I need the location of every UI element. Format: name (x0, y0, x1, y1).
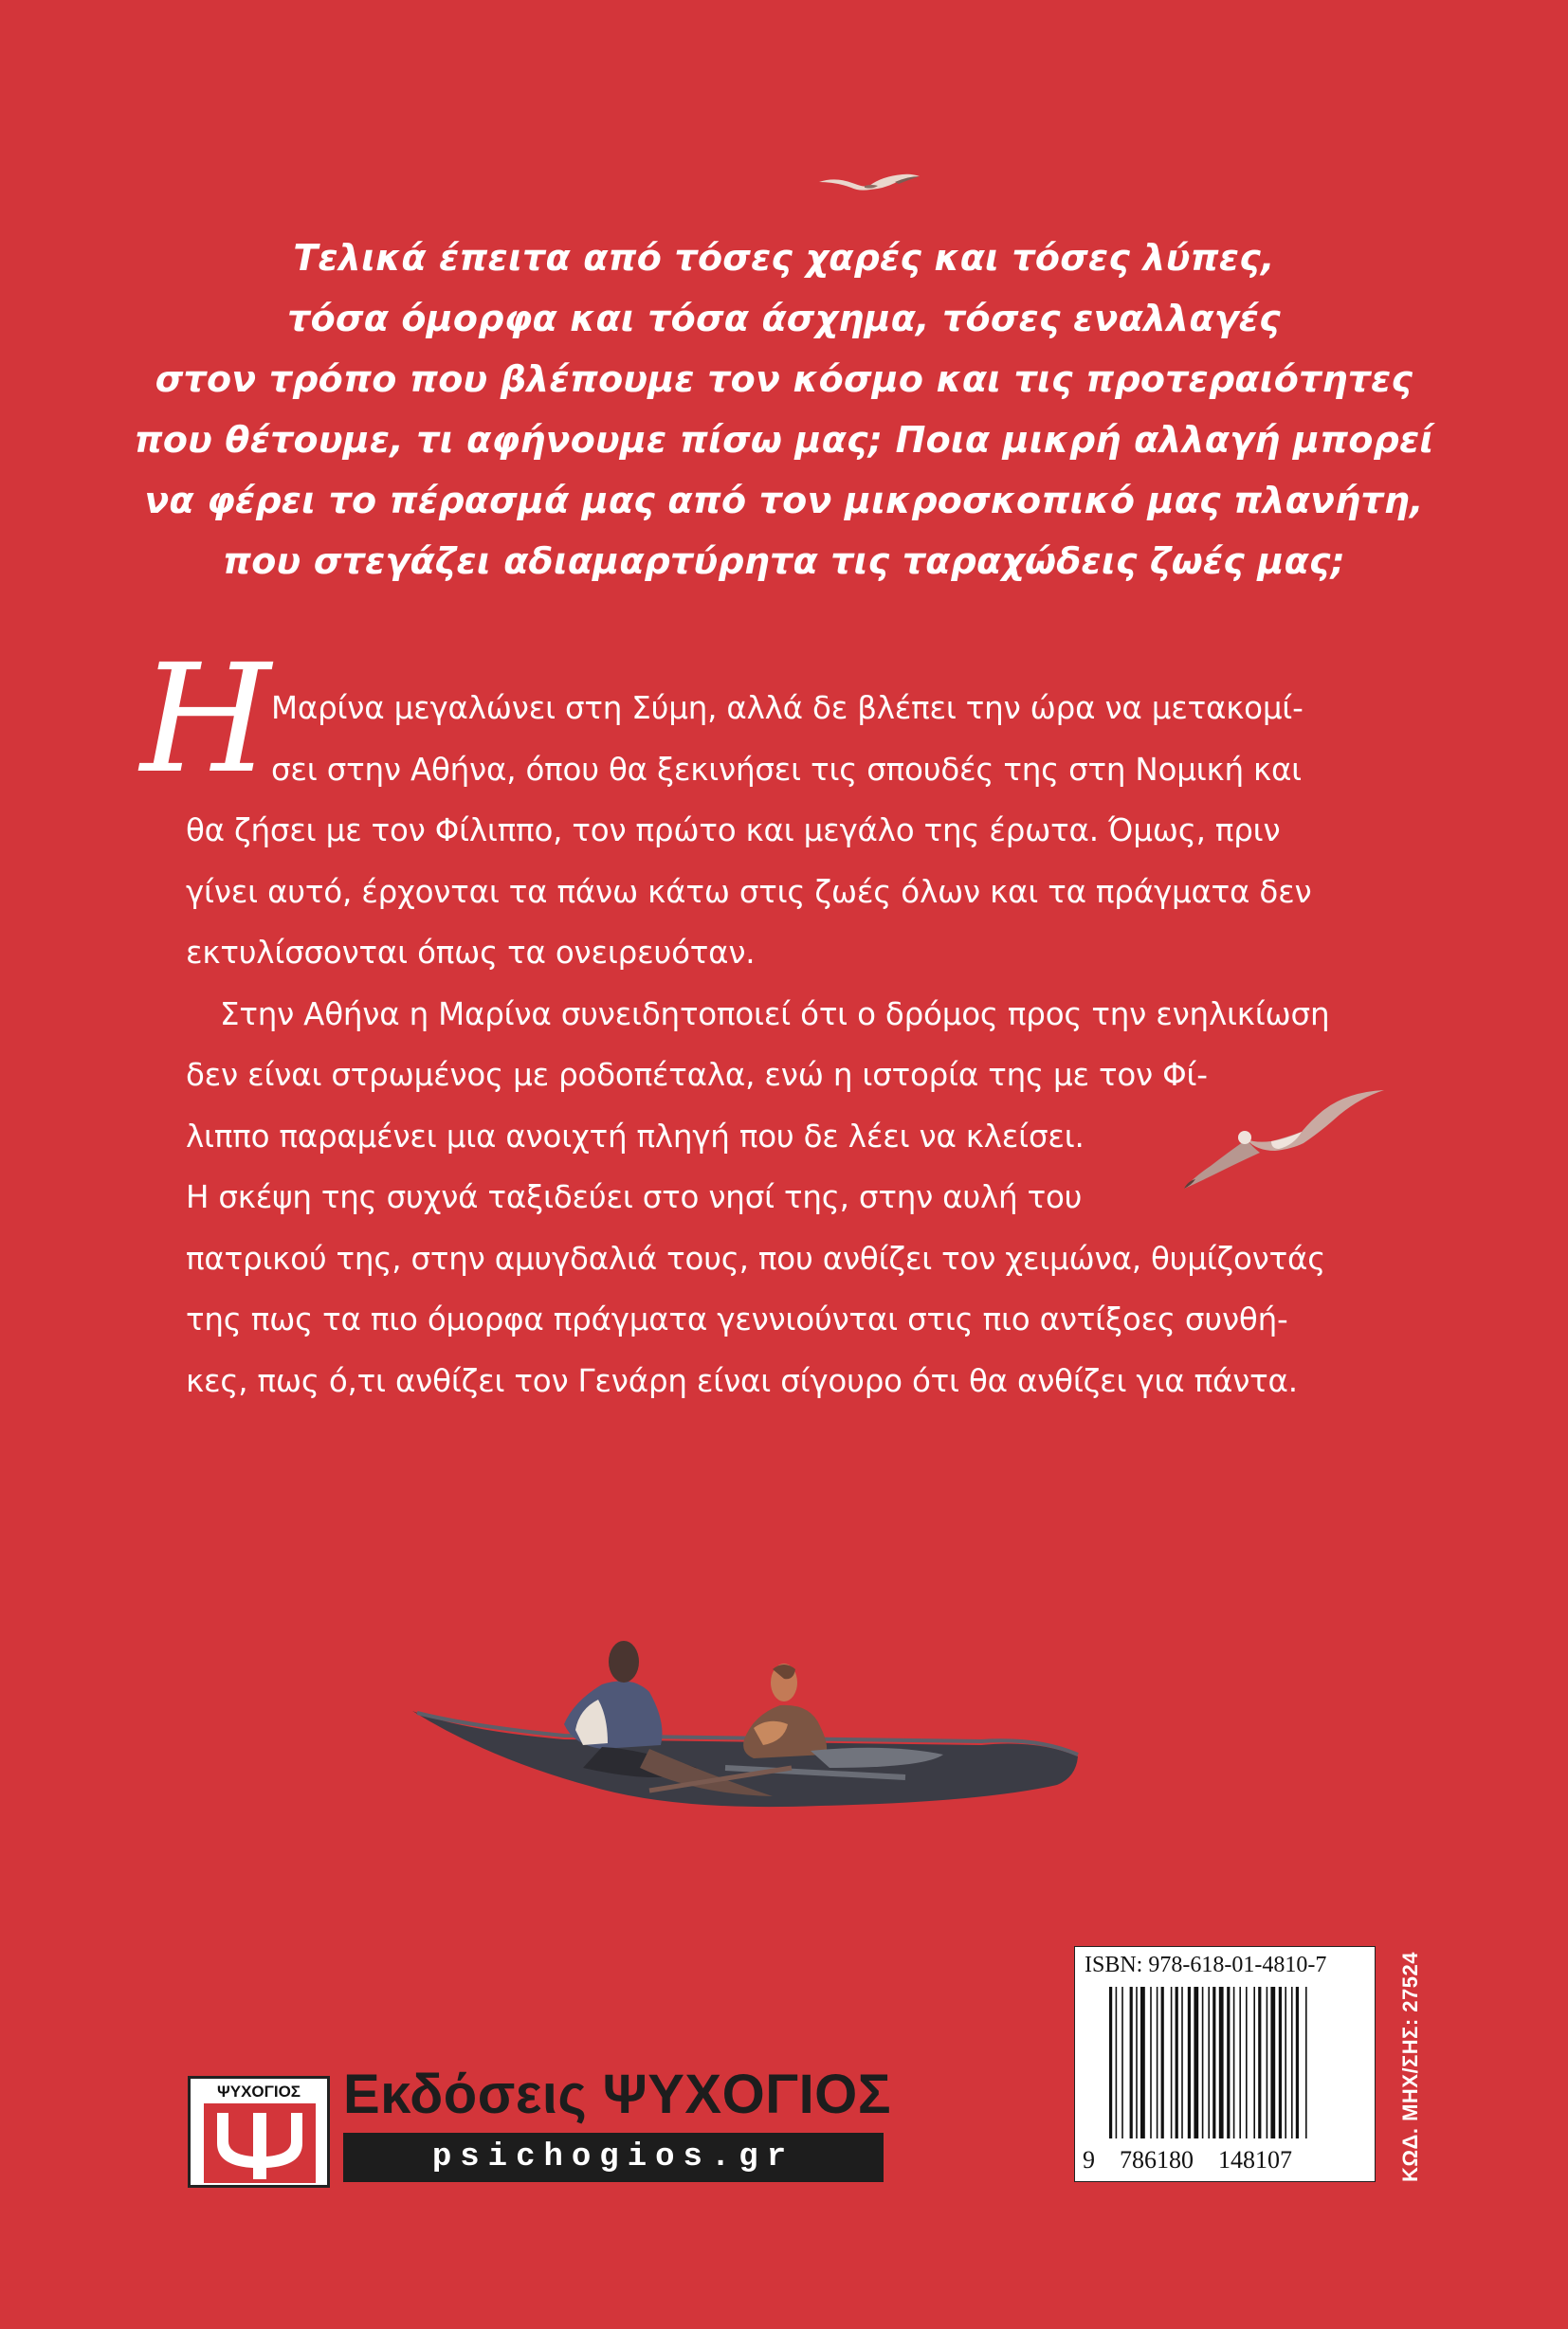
blurb-line: Μαρίνα μεγαλώνει στη Σύμη, αλλά δε βλέπει την ώρα να μετακομί- (271, 690, 1304, 726)
publisher-name: Εκδόσεις ΨΥΧΟΓΙΟΣ (343, 2064, 892, 2125)
blurb-line: γίνει αυτό, έρχονται τα πάνω κάτω στις ζωές όλων και τα πράγματα δεν (186, 873, 1312, 910)
isbn-label: ISBN: 978-618-01-4810-7 (1085, 1953, 1327, 1977)
barcode (1109, 1987, 1346, 2138)
blurb-line: της πως τα πιο όμορφα πράγματα γεννιούνται στις πιο αντίξοες συνθή- (186, 1301, 1288, 1337)
barcode-digit-prefix: 9 (1083, 2146, 1095, 2174)
blurb-line: σει στην Αθήνα, όπου θα ξεκινήσει τις σπουδές της στη Νομική και (271, 751, 1302, 788)
blurb-line: πατρικού της, στην αμυγδαλιά τους, που ανθίζει τον χειμώνα, θυμίζοντάς (186, 1240, 1326, 1277)
blurb-line: δεν είναι στρωμένος με ροδοπέταλα, ενώ η ιστορία της με τον Φί- (186, 1057, 1208, 1093)
barcode-digits-left: 786180 (1120, 2146, 1194, 2174)
tagline-line: στον τρόπο που βλέπουμε τον κόσμο και τις προτεραιότητες (155, 358, 1413, 400)
barcode-digits (1083, 2146, 1367, 2174)
tagline-line: τόσα όμορφα και τόσα άσχημα, τόσες εναλλαγές (287, 298, 1281, 339)
product-code: ΚΩΔ. ΜΗΧ/ΣΗΣ: 27524 (1398, 1952, 1422, 2182)
logo-text: ΨΥΧΟΓΙΟΣ (216, 2083, 301, 2101)
boat-illustration (412, 1626, 1085, 1844)
blurb-line: λιππο παραμένει μια ανοιχτή πληγή που δε λέει να κλείσει. (186, 1118, 1085, 1155)
isbn-barcode-box (1074, 1946, 1376, 2182)
publisher-logo (188, 2076, 330, 2188)
tagline-line: που στεγάζει αδιαμαρτύρητα τις ταραχώδεις ζωές μας; (222, 540, 1346, 582)
barcode-digits-right: 148107 (1218, 2146, 1292, 2174)
seagull-flying-icon (1180, 1083, 1384, 1192)
tagline (133, 227, 1435, 591)
drop-cap: Η (140, 632, 271, 807)
tagline-line: που θέτουμε, τι αφήνουμε πίσω μας; Ποια μικρή αλλαγή μπορεί (134, 419, 1434, 461)
blurb-line: θα ζήσει με τον Φίλιππο, τον πρώτο και μεγάλο της έρωτα. Όμως, πριν (186, 812, 1281, 848)
blurb-text (186, 678, 1380, 1411)
blurb-line: εκτυλίσσονται όπως τα ονειρευόταν. (186, 935, 756, 971)
tagline-line: να φέρει το πέρασμά μας από τον μικροσκοπικό μας πλανήτη, (144, 480, 1424, 521)
blurb-line: Στην Αθήνα η Μαρίνα συνειδητοποιεί ότι ο δρόμος προς την ενηλικίωση (220, 995, 1330, 1032)
seagull-top-icon (817, 171, 921, 199)
publisher-url: psichogios.gr (343, 2133, 884, 2182)
tagline-line: Τελικά έπειτα από τόσες χαρές και τόσες λύπες, (293, 237, 1275, 279)
blurb-line: κες, πως ό,τι ανθίζει τον Γενάρη είναι σίγουρο ότι θα ανθίζει για πάντα. (186, 1362, 1298, 1399)
blurb-line: Η σκέψη της συχνά ταξιδεύει στο νησί της, στην αυλή του (186, 1179, 1083, 1215)
psi-logo-icon (204, 2103, 316, 2183)
